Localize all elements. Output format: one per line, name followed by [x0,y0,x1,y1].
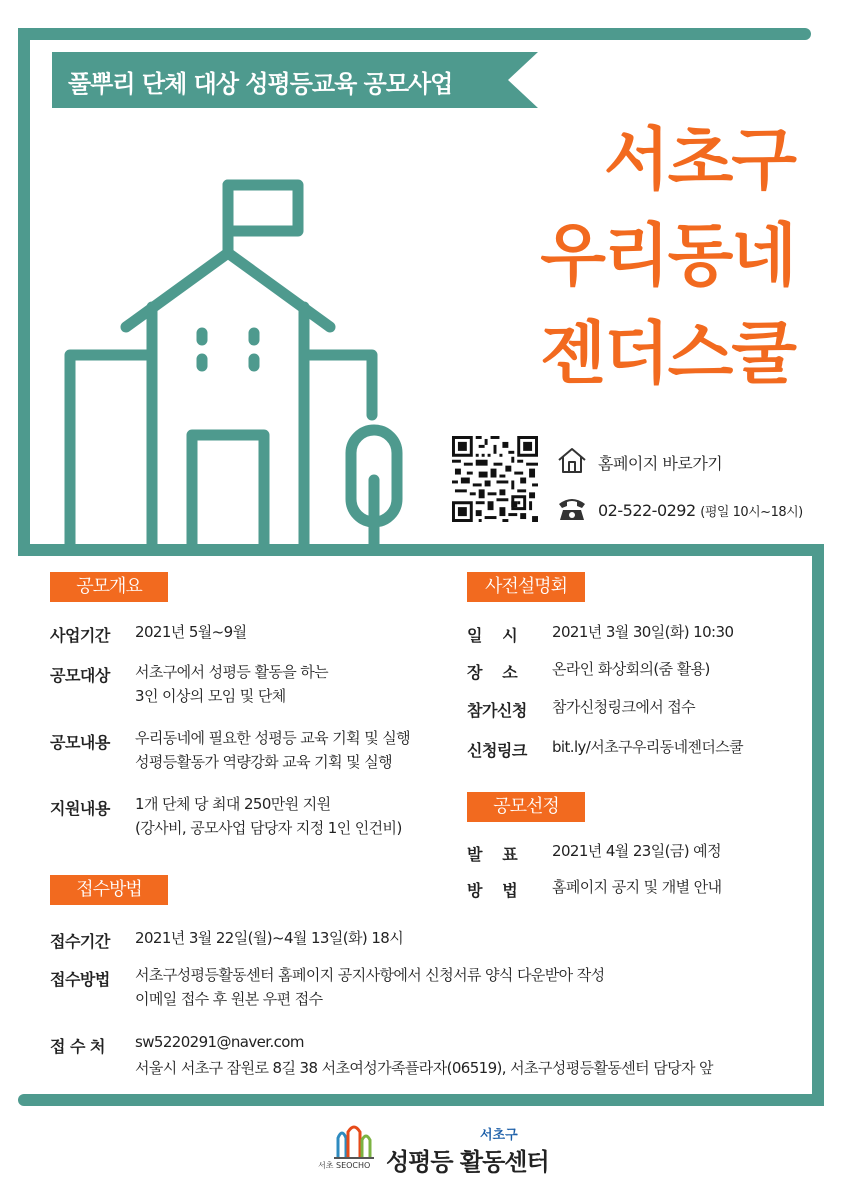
overview-value-support-1: 1개 단체 당 최대 250만원 지원 [135,795,331,813]
overview-value-target-2: 3인 이상의 모임 및 단체 [135,687,286,705]
overview-label-support: 지원내용 [50,799,110,818]
footer-org-prefix: 서초구 [480,1128,518,1143]
briefing-value-place: 온라인 화상회의(줌 활용) [552,660,710,678]
overview-label-period: 사업기간 [50,626,110,645]
submission-label-place: 접 수 처 [50,1037,106,1056]
section-overview-heading: 공모개요 [50,572,168,602]
submission-value-address: 서울시 서초구 잠원로 8길 38 서초여성가족플라자(06519), 서초구성평등활동센터 담당자 앞 [135,1059,713,1077]
submission-label-period: 접수기간 [50,932,110,951]
briefing-label-place: 장 소 [467,663,518,682]
submission-value-method-1: 서초구성평등활동센터 홈페이지 공지사항에서 신청서류 양식 다운받아 작성 [135,966,605,984]
overview-value-period: 2021년 5월~9월 [135,623,247,641]
overview-value-target-1: 서초구에서 성평등 활동을 하는 [135,663,329,681]
frame-left-line [18,28,30,556]
briefing-label-datetime: 일 시 [467,626,518,645]
submission-value-period: 2021년 3월 22일(월)~4월 13일(화) 18시 [135,929,404,947]
overview-value-content-2: 성평등활동가 역량강화 교육 기획 및 실행 [135,753,392,771]
overview-label-target: 공모대상 [50,666,110,685]
homepage-link[interactable]: 홈페이지 바로가기 [598,454,723,473]
frame-bottom-line [18,1094,824,1106]
frame-right-line [812,544,824,1106]
frame-top-line [18,28,811,40]
banner-text: 풀뿌리 단체 대상 성평등교육 공모사업 [68,70,453,98]
selection-value-announce: 2021년 4월 23일(금) 예정 [552,842,721,860]
briefing-value-link[interactable]: bit.ly/서초구우리동네젠더스쿨 [552,738,744,756]
title-line-3: 젠더스쿨 [540,315,795,394]
title-line-1: 서초구 [603,121,795,200]
overview-value-content-1: 우리동네에 필요한 성평등 교육 기획 및 실행 [135,729,411,747]
submission-label-method: 접수방법 [50,970,110,989]
phone-icon [557,496,587,522]
seocho-logo-icon [332,1124,376,1160]
section-submission-heading: 접수방법 [50,875,168,905]
title-line-2: 우리동네 [540,217,795,296]
briefing-value-datetime: 2021년 3월 30일(화) 10:30 [552,623,734,641]
phone-number[interactable] [598,501,803,520]
briefing-value-apply: 참가신청링크에서 접수 [552,698,696,716]
overview-label-content: 공모내용 [50,733,110,752]
briefing-label-apply: 참가신청 [467,701,527,720]
seocho-logo-text: 서초 SEOCHO [318,1161,371,1170]
selection-label-method: 방 법 [467,881,518,900]
submission-value-method-2: 이메일 접수 후 원본 우편 접수 [135,990,323,1008]
submission-value-email[interactable]: sw5220291@naver.com [135,1033,304,1051]
briefing-label-link: 신청링크 [467,741,527,760]
section-briefing-heading: 사전설명회 [467,572,585,602]
phone-hours: (평일 10시~18시) [700,505,803,520]
phone-value: 02-522-0292 [598,501,696,520]
qr-code[interactable] [452,436,538,522]
home-icon[interactable] [557,446,587,474]
footer-org-name: 성평등 활동센터 [386,1148,549,1176]
selection-value-method: 홈페이지 공지 및 개별 안내 [552,878,722,896]
school-building-icon [60,175,420,550]
overview-value-support-2: (강사비, 공모사업 담당자 지정 1인 인건비) [135,819,402,837]
section-selection-heading: 공모선정 [467,792,585,822]
selection-label-announce: 발 표 [467,845,518,864]
